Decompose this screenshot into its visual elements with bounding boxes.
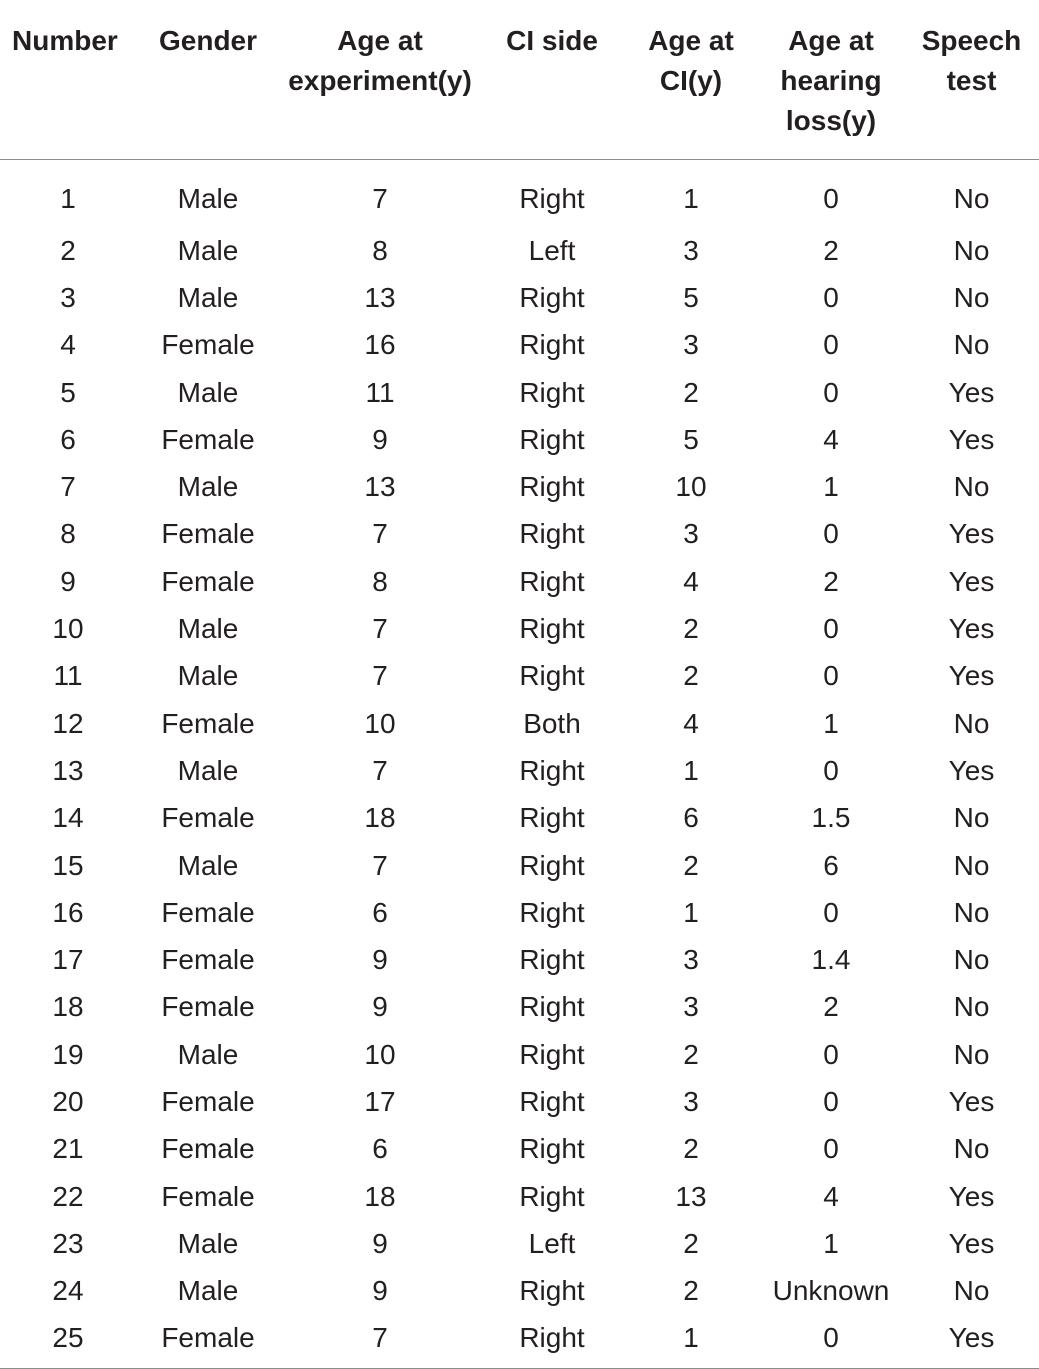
speech-test-cell: No [953, 1275, 990, 1307]
ci-side-cell: Right [519, 423, 585, 455]
gender-cell: Female [161, 1085, 255, 1117]
age-at-hearing-loss-cell: 0 [823, 182, 839, 214]
speech-test-cell: No [953, 991, 990, 1023]
age-at-experiment-cell: 9 [372, 1275, 388, 1307]
age-at-experiment-cell: 10 [364, 1038, 396, 1070]
table-row [0, 369, 1039, 416]
age-at-experiment-cell: 6 [372, 1133, 388, 1165]
table-row [0, 1173, 1039, 1220]
table-row [0, 160, 1039, 228]
age-at-experiment-cell: 7 [372, 754, 388, 786]
gender-cell: Female [161, 518, 255, 550]
age-at-ci-cell: 1 [683, 182, 699, 214]
age-at-ci-cell: 4 [683, 565, 699, 597]
number-cell: 25 [0, 1315, 136, 1369]
age-at-experiment-cell: 10 [364, 707, 396, 739]
ci-side-cell: Right [519, 1133, 585, 1165]
gender-cell: Female [161, 329, 255, 361]
speech-test-cell: No [953, 896, 990, 928]
age-at-experiment-cell: 7 [372, 660, 388, 692]
age-at-experiment-cell: 6 [372, 896, 388, 928]
ci-side-cell: Right [519, 1038, 585, 1070]
table-row [0, 700, 1039, 747]
age-at-hearing-loss-cell: 1.4 [811, 944, 851, 976]
ci-side-cell: Right [519, 754, 585, 786]
speech-test-cell: Yes [948, 613, 995, 645]
number-cell: 11 [53, 660, 83, 692]
speech-test-cell: No [953, 707, 990, 739]
number-cell: 9 [60, 565, 76, 597]
speech-test-cell: Yes [948, 660, 995, 692]
ci-side-cell: Right [519, 896, 585, 928]
age-at-ci-cell: 13 [675, 1180, 707, 1212]
gender-cell: Male [177, 182, 239, 214]
table-row [0, 1126, 1039, 1173]
number-cell: 16 [52, 896, 84, 928]
age-at-hearing-loss-cell: 2 [823, 991, 839, 1023]
age-at-experiment-cell: 13 [364, 281, 396, 313]
speech-test-cell: No [953, 944, 990, 976]
ci-side-cell: Right [519, 991, 585, 1023]
age-at-hearing-loss-cell: 1 [823, 471, 839, 503]
table-row [0, 653, 1039, 700]
gender-cell: Female [161, 1133, 255, 1165]
age-at-ci-cell: 4 [683, 707, 699, 739]
age-at-experiment-cell: 7 [280, 1315, 480, 1369]
ci-side-cell: Right [519, 1180, 585, 1212]
ci-side-cell: Right [519, 376, 585, 408]
gender-cell: Male [177, 1038, 239, 1070]
age-at-hearing-loss-cell: 0 [823, 1085, 839, 1117]
table-row [0, 842, 1039, 889]
age-at-ci-cell: 2 [683, 1038, 699, 1070]
number-cell: 22 [52, 1180, 84, 1212]
header-line: Number [12, 25, 118, 56]
table-row [0, 416, 1039, 463]
speech-test-cell: No [953, 281, 990, 313]
speech-test-cell: Yes [948, 376, 995, 408]
age-at-ci-cell: 2 [683, 1133, 699, 1165]
ci-side-cell: Right [519, 802, 585, 834]
number-cell: 8 [60, 518, 76, 550]
age-at-ci-cell: 2 [683, 1227, 699, 1259]
ci-side-cell: Right [519, 281, 585, 313]
table-row [0, 936, 1039, 983]
age-at-experiment-cell: 8 [372, 234, 388, 266]
number-cell: 14 [52, 802, 84, 834]
gender-cell: Female [161, 423, 255, 455]
header-line: experiment(y) [288, 65, 472, 96]
age-at-experiment-header [280, 0, 480, 160]
age-at-ci-cell: 1 [624, 1315, 758, 1369]
ci-side-cell: Right [519, 565, 585, 597]
gender-cell: Male [177, 1275, 239, 1307]
age-at-hearing-loss-cell: 2 [823, 234, 839, 266]
age-at-ci-cell: 3 [683, 518, 699, 550]
age-at-experiment-cell: 18 [364, 802, 396, 834]
age-at-hearing-loss-cell: Unknown [772, 1275, 890, 1307]
gender-cell: Male [177, 754, 239, 786]
age-at-ci-cell: 2 [683, 849, 699, 881]
table-row [0, 889, 1039, 936]
number-cell: 21 [52, 1133, 84, 1165]
table-row [0, 795, 1039, 842]
age-at-ci-cell: 2 [683, 660, 699, 692]
gender-cell: Female [161, 565, 255, 597]
speech-test-cell: Yes [948, 1085, 995, 1117]
age-at-hearing-loss-cell: 6 [823, 849, 839, 881]
age-at-experiment-cell: 9 [372, 991, 388, 1023]
ci-side-cell: Left [528, 234, 576, 266]
number-cell: 7 [60, 471, 76, 503]
ci-side-cell: Right [519, 944, 585, 976]
ci-side-cell: Right [519, 613, 585, 645]
gender-header [136, 0, 280, 160]
age-at-experiment-cell: 13 [364, 471, 396, 503]
number-cell: 4 [60, 329, 76, 361]
speech-test-cell: Yes [948, 754, 995, 786]
age-at-hearing-loss-cell: 0 [823, 376, 839, 408]
speech-test-cell: No [953, 329, 990, 361]
age-at-experiment-cell: 16 [364, 329, 396, 361]
number-cell: 15 [52, 849, 84, 881]
ci-side-cell: Right [519, 849, 585, 881]
header-line: hearing [780, 65, 882, 96]
number-cell: 17 [52, 944, 84, 976]
age-at-experiment-cell: 9 [372, 1227, 388, 1259]
gender-cell: Female [161, 1180, 255, 1212]
ci-side-cell: Left [528, 1227, 576, 1259]
ci-side-cell: Both [523, 707, 581, 739]
speech-test-cell: No [953, 1038, 990, 1070]
age-at-ci-cell: 3 [683, 944, 699, 976]
age-at-experiment-cell: 17 [364, 1085, 396, 1117]
number-cell: 3 [60, 281, 76, 313]
number-cell: 10 [52, 613, 84, 645]
age-at-hearing-loss-cell: 1.5 [811, 802, 851, 834]
table-row [0, 1220, 1039, 1267]
table-row [0, 1268, 1039, 1315]
age-at-hearing-loss-cell: 2 [823, 565, 839, 597]
number-header [0, 0, 136, 160]
speech-test-cell: Yes [904, 1315, 1039, 1369]
age-at-experiment-cell: 9 [372, 423, 388, 455]
table-row [0, 558, 1039, 605]
table-row [0, 984, 1039, 1031]
ci-side-header [480, 0, 624, 160]
number-cell: 12 [52, 707, 84, 739]
age-at-ci-cell: 5 [683, 423, 699, 455]
table-row [0, 1078, 1039, 1125]
age-at-hearing-loss-cell: 1 [823, 707, 839, 739]
age-at-hearing-loss-cell: 0 [823, 518, 839, 550]
age-at-hearing-loss-cell: 4 [823, 423, 839, 455]
age-at-experiment-cell: 18 [364, 1180, 396, 1212]
number-cell: 1 [60, 182, 76, 214]
gender-cell: Male [177, 234, 239, 266]
table-row [0, 747, 1039, 794]
ci-side-cell: Right [519, 518, 585, 550]
number-cell: 13 [52, 754, 84, 786]
speech-test-cell: Yes [948, 1227, 995, 1259]
ci-side-cell: Right [480, 1315, 624, 1369]
age-at-ci-cell: 3 [683, 1085, 699, 1117]
header-line: Age at [337, 25, 423, 56]
header-row [0, 0, 1039, 160]
age-at-ci-cell: 2 [683, 376, 699, 408]
age-at-experiment-cell: 9 [372, 944, 388, 976]
gender-cell: Female [136, 1315, 280, 1369]
table-row [0, 227, 1039, 274]
ci-side-cell: Right [519, 1275, 585, 1307]
gender-cell: Male [177, 1227, 239, 1259]
gender-cell: Female [161, 802, 255, 834]
age-at-hearing-loss-cell: 0 [758, 1315, 904, 1369]
header-line: loss(y) [785, 105, 877, 136]
gender-cell: Male [177, 613, 239, 645]
age-at-hearing-loss-cell: 0 [823, 1133, 839, 1165]
speech-test-cell: Yes [948, 423, 995, 455]
header-line: test [946, 65, 997, 96]
number-cell: 23 [52, 1227, 84, 1259]
number-cell: 19 [52, 1038, 84, 1070]
age-at-ci-cell: 1 [683, 896, 699, 928]
age-at-hearing-loss-header [758, 0, 904, 160]
age-at-experiment-cell: 7 [372, 849, 388, 881]
gender-cell: Male [177, 281, 239, 313]
gender-cell: Female [161, 896, 255, 928]
age-at-hearing-loss-cell: 0 [823, 613, 839, 645]
age-at-ci-cell: 10 [675, 471, 707, 503]
header-line: CI side [506, 25, 598, 56]
age-at-hearing-loss-cell: 0 [823, 660, 839, 692]
age-at-ci-cell: 1 [683, 754, 699, 786]
age-at-ci-cell: 6 [683, 802, 699, 834]
age-at-ci-cell: 3 [683, 234, 699, 266]
ci-side-cell: Right [519, 471, 585, 503]
number-cell: 6 [60, 423, 76, 455]
age-at-hearing-loss-cell: 0 [823, 281, 839, 313]
speech-test-cell: Yes [948, 518, 995, 550]
age-at-ci-cell: 5 [683, 281, 699, 313]
header-line: Age at [788, 25, 874, 56]
gender-cell: Male [177, 376, 239, 408]
age-at-experiment-cell: 11 [365, 376, 395, 408]
speech-test-cell: No [953, 182, 990, 214]
speech-test-cell: No [953, 471, 990, 503]
age-at-hearing-loss-cell: 0 [823, 754, 839, 786]
age-at-experiment-cell: 8 [372, 565, 388, 597]
ci-side-cell: Right [519, 329, 585, 361]
number-cell: 18 [52, 991, 84, 1023]
speech-test-cell: No [953, 234, 990, 266]
header-line: Age at [648, 25, 734, 56]
table-body [0, 160, 1039, 1369]
age-at-hearing-loss-cell: 4 [823, 1180, 839, 1212]
speech-test-cell: No [953, 849, 990, 881]
gender-cell: Male [177, 660, 239, 692]
gender-cell: Female [161, 707, 255, 739]
age-at-hearing-loss-cell: 0 [823, 329, 839, 361]
age-at-ci-cell: 2 [683, 1275, 699, 1307]
table-row [0, 605, 1039, 652]
table-row [0, 463, 1039, 510]
table-row [0, 1315, 1039, 1369]
gender-cell: Female [161, 944, 255, 976]
table-row [0, 322, 1039, 369]
ci-side-cell: Right [519, 1085, 585, 1117]
header-line: CI(y) [659, 65, 723, 96]
age-at-ci-cell: 3 [683, 329, 699, 361]
table-header [0, 0, 1039, 160]
age-at-ci-cell: 2 [683, 613, 699, 645]
table-row [0, 511, 1039, 558]
speech-test-header [904, 0, 1039, 160]
header-line: Speech [921, 25, 1022, 56]
table-row [0, 274, 1039, 321]
gender-cell: Male [177, 471, 239, 503]
speech-test-cell: No [953, 802, 990, 834]
age-at-experiment-cell: 7 [372, 613, 388, 645]
ci-side-cell: Right [519, 182, 585, 214]
age-at-experiment-cell: 7 [372, 182, 388, 214]
number-cell: 5 [60, 376, 76, 408]
header-line: Gender [158, 25, 258, 56]
age-at-ci-header [624, 0, 758, 160]
speech-test-cell: Yes [948, 565, 995, 597]
table-row [0, 1031, 1039, 1078]
ci-side-cell: Right [519, 660, 585, 692]
age-at-hearing-loss-cell: 1 [823, 1227, 839, 1259]
speech-test-cell: No [953, 1133, 990, 1165]
gender-cell: Male [177, 849, 239, 881]
age-at-ci-cell: 3 [683, 991, 699, 1023]
age-at-hearing-loss-cell: 0 [823, 896, 839, 928]
age-at-experiment-cell: 7 [372, 518, 388, 550]
number-cell: 20 [52, 1085, 84, 1117]
speech-test-cell: Yes [948, 1180, 995, 1212]
number-cell: 24 [52, 1275, 84, 1307]
number-cell: 2 [60, 234, 76, 266]
age-at-hearing-loss-cell: 0 [823, 1038, 839, 1070]
gender-cell: Female [161, 991, 255, 1023]
